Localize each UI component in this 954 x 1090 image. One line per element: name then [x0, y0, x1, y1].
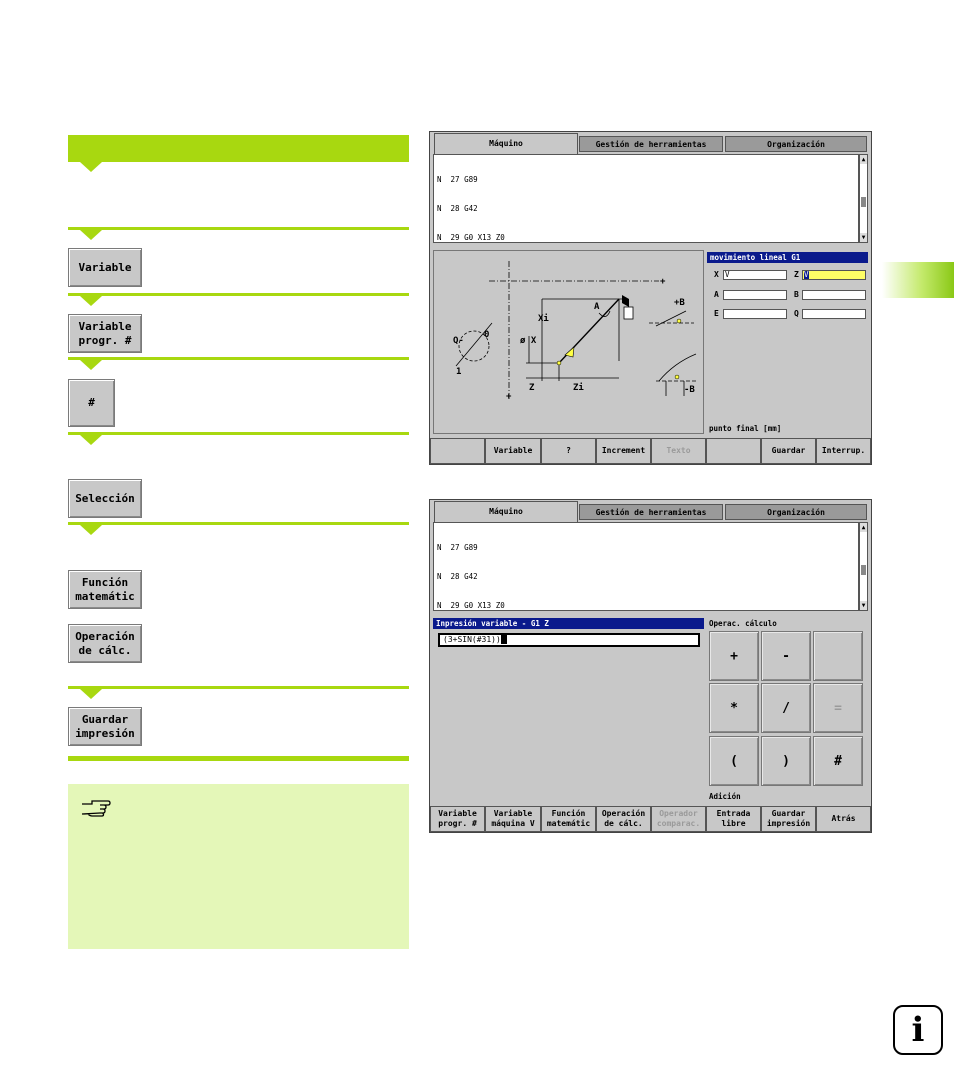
- funcion-matematica-softkey[interactable]: Función matemátic: [68, 570, 142, 609]
- tab-gestion-herramientas[interactable]: Gestión de herramientas: [579, 504, 723, 520]
- step-divider: [68, 227, 409, 230]
- chapter-tab: [882, 262, 954, 298]
- operacion-calculo-softkey[interactable]: Operación de cálc.: [68, 624, 142, 663]
- tab-maquina[interactable]: Máquino: [434, 133, 578, 154]
- variable-progr-softkey[interactable]: Variable progr. #: [68, 314, 142, 353]
- blank-key[interactable]: [813, 631, 863, 681]
- program-line: N 27 G89: [437, 175, 478, 185]
- equals-key[interactable]: =: [813, 683, 863, 733]
- softkey-increment[interactable]: Increment: [596, 438, 651, 464]
- step-arrow: [80, 525, 102, 535]
- zero-label: 0: [484, 330, 490, 340]
- softkey-operacion-calculo[interactable]: Operación de cálc.: [596, 806, 651, 832]
- cnc-screen-linear-move: [429, 131, 872, 465]
- info-icon: i: [893, 1005, 943, 1055]
- e-field-label: E: [714, 309, 719, 318]
- program-line: N 29 G0 X13 Z0: [437, 232, 505, 242]
- softkey-funcion-matematica[interactable]: Función matemátic: [541, 806, 596, 832]
- program-line: N 29 G0 X13 Z0: [437, 600, 505, 610]
- input-title: Inpresión variable - G1 Z: [433, 618, 704, 629]
- q-field-label: Q: [794, 309, 799, 318]
- softkey-variable-progr[interactable]: Variable progr. #: [430, 806, 485, 832]
- z-field[interactable]: [802, 270, 866, 280]
- program-line: N 28 G42: [437, 571, 478, 581]
- softkey-variable[interactable]: Variable: [485, 438, 541, 464]
- softkey-atras[interactable]: Atrás: [816, 806, 871, 832]
- help-graphic-area: [433, 250, 704, 434]
- softkey-interrup[interactable]: Interrup.: [816, 438, 871, 464]
- step-arrow: [80, 230, 102, 240]
- multiply-key[interactable]: *: [709, 683, 759, 733]
- close-paren-key[interactable]: ): [761, 736, 811, 786]
- step-end-bar: [68, 756, 409, 761]
- scroll-down-icon[interactable]: ▼: [861, 234, 866, 241]
- softkey-blank[interactable]: [430, 438, 485, 464]
- pointing-hand-icon: [80, 796, 112, 818]
- xi-label: Xi: [538, 314, 549, 324]
- tab-gestion-herramientas[interactable]: Gestión de herramientas: [579, 136, 723, 152]
- scroll-up-icon[interactable]: ▲: [861, 524, 866, 531]
- open-paren-key[interactable]: (: [709, 736, 759, 786]
- seleccion-softkey[interactable]: Selección: [68, 479, 142, 518]
- step-divider: [68, 357, 409, 360]
- z-field-label: Z: [794, 270, 799, 279]
- step-arrow: [80, 689, 102, 699]
- step-divider: [68, 686, 409, 689]
- softkey-texto[interactable]: Texto: [651, 438, 706, 464]
- program-line: N 28 G42: [437, 203, 478, 213]
- plus-sign-label: +: [660, 277, 666, 287]
- scroll-thumb[interactable]: [861, 565, 866, 575]
- program-scrollbar[interactable]: [859, 154, 868, 243]
- b-field-label: B: [794, 290, 799, 299]
- expression-value: (3+SIN(#31)): [443, 635, 501, 644]
- form-title: movimiento lineal G1: [707, 252, 868, 263]
- program-listing[interactable]: [433, 522, 859, 611]
- status-text: Adición: [709, 792, 741, 801]
- guardar-impresion-softkey[interactable]: Guardar impresión: [68, 707, 142, 746]
- softkey-entrada-libre[interactable]: Entrada libre: [706, 806, 761, 832]
- note-box: [68, 784, 409, 949]
- angle-a-label: A: [594, 302, 600, 312]
- variable-softkey[interactable]: Variable: [68, 248, 142, 287]
- step-arrow: [80, 360, 102, 370]
- a-field-label: A: [714, 290, 719, 299]
- softkey-blank[interactable]: [706, 438, 761, 464]
- program-scrollbar[interactable]: [859, 522, 868, 611]
- program-listing[interactable]: [433, 154, 859, 243]
- cnc-screen-variable-expression: [429, 499, 872, 833]
- hash-key[interactable]: #: [813, 736, 863, 786]
- linear-move-diagram: [434, 251, 703, 433]
- tab-maquina[interactable]: Máquino: [434, 501, 578, 522]
- tab-organizacion[interactable]: Organización: [725, 136, 867, 152]
- x-field-value: V: [725, 270, 730, 279]
- step-divider: [68, 293, 409, 296]
- text-cursor: [501, 635, 507, 644]
- step-arrow: [80, 162, 102, 172]
- softkey-guardar-impresion[interactable]: Guardar impresión: [761, 806, 816, 832]
- scroll-thumb[interactable]: [861, 197, 866, 207]
- tab-bar: [430, 500, 871, 522]
- plus-key[interactable]: +: [709, 631, 759, 681]
- z-field-value: V: [804, 270, 809, 279]
- calc-title: Operac. cálculo: [709, 619, 777, 628]
- plus-sign-label: +: [506, 392, 512, 402]
- step-arrow: [80, 435, 102, 445]
- zi-label: Zi: [573, 383, 584, 393]
- step-header-bar: [68, 135, 409, 162]
- diameter-x-label: ø X: [520, 336, 537, 346]
- scroll-down-icon[interactable]: ▼: [861, 602, 866, 609]
- softkey-operador-comparacion[interactable]: Operador comparac.: [651, 806, 706, 832]
- plus-b-label: +B: [674, 298, 685, 308]
- scroll-up-icon[interactable]: ▲: [861, 156, 866, 163]
- divide-key[interactable]: /: [761, 683, 811, 733]
- step-divider: [68, 522, 409, 525]
- b-field[interactable]: [802, 290, 866, 300]
- softkey-guardar[interactable]: Guardar: [761, 438, 816, 464]
- step-arrow: [80, 296, 102, 306]
- step-divider: [68, 432, 409, 435]
- a-field[interactable]: [723, 290, 787, 300]
- expression-input[interactable]: [438, 633, 700, 647]
- minus-b-label: -B: [684, 385, 695, 395]
- x-field-label: X: [714, 270, 719, 279]
- z-label: Z: [529, 383, 535, 393]
- x-field[interactable]: [723, 270, 787, 280]
- tab-bar: [430, 132, 871, 154]
- program-line: N 27 G89: [437, 543, 478, 553]
- hash-softkey[interactable]: #: [68, 379, 115, 427]
- softkey-bar: [430, 806, 871, 832]
- q-label: Q-: [453, 336, 464, 346]
- minus-key[interactable]: -: [761, 631, 811, 681]
- softkey-help[interactable]: ?: [541, 438, 596, 464]
- softkey-variable-maquina[interactable]: Variable máquina V: [485, 806, 541, 832]
- tab-organizacion[interactable]: Organización: [725, 504, 867, 520]
- one-label: 1: [456, 367, 462, 377]
- q-field[interactable]: [802, 309, 866, 319]
- e-field[interactable]: [723, 309, 787, 319]
- softkey-bar: [430, 438, 871, 464]
- status-text: punto final [mm]: [709, 424, 782, 433]
